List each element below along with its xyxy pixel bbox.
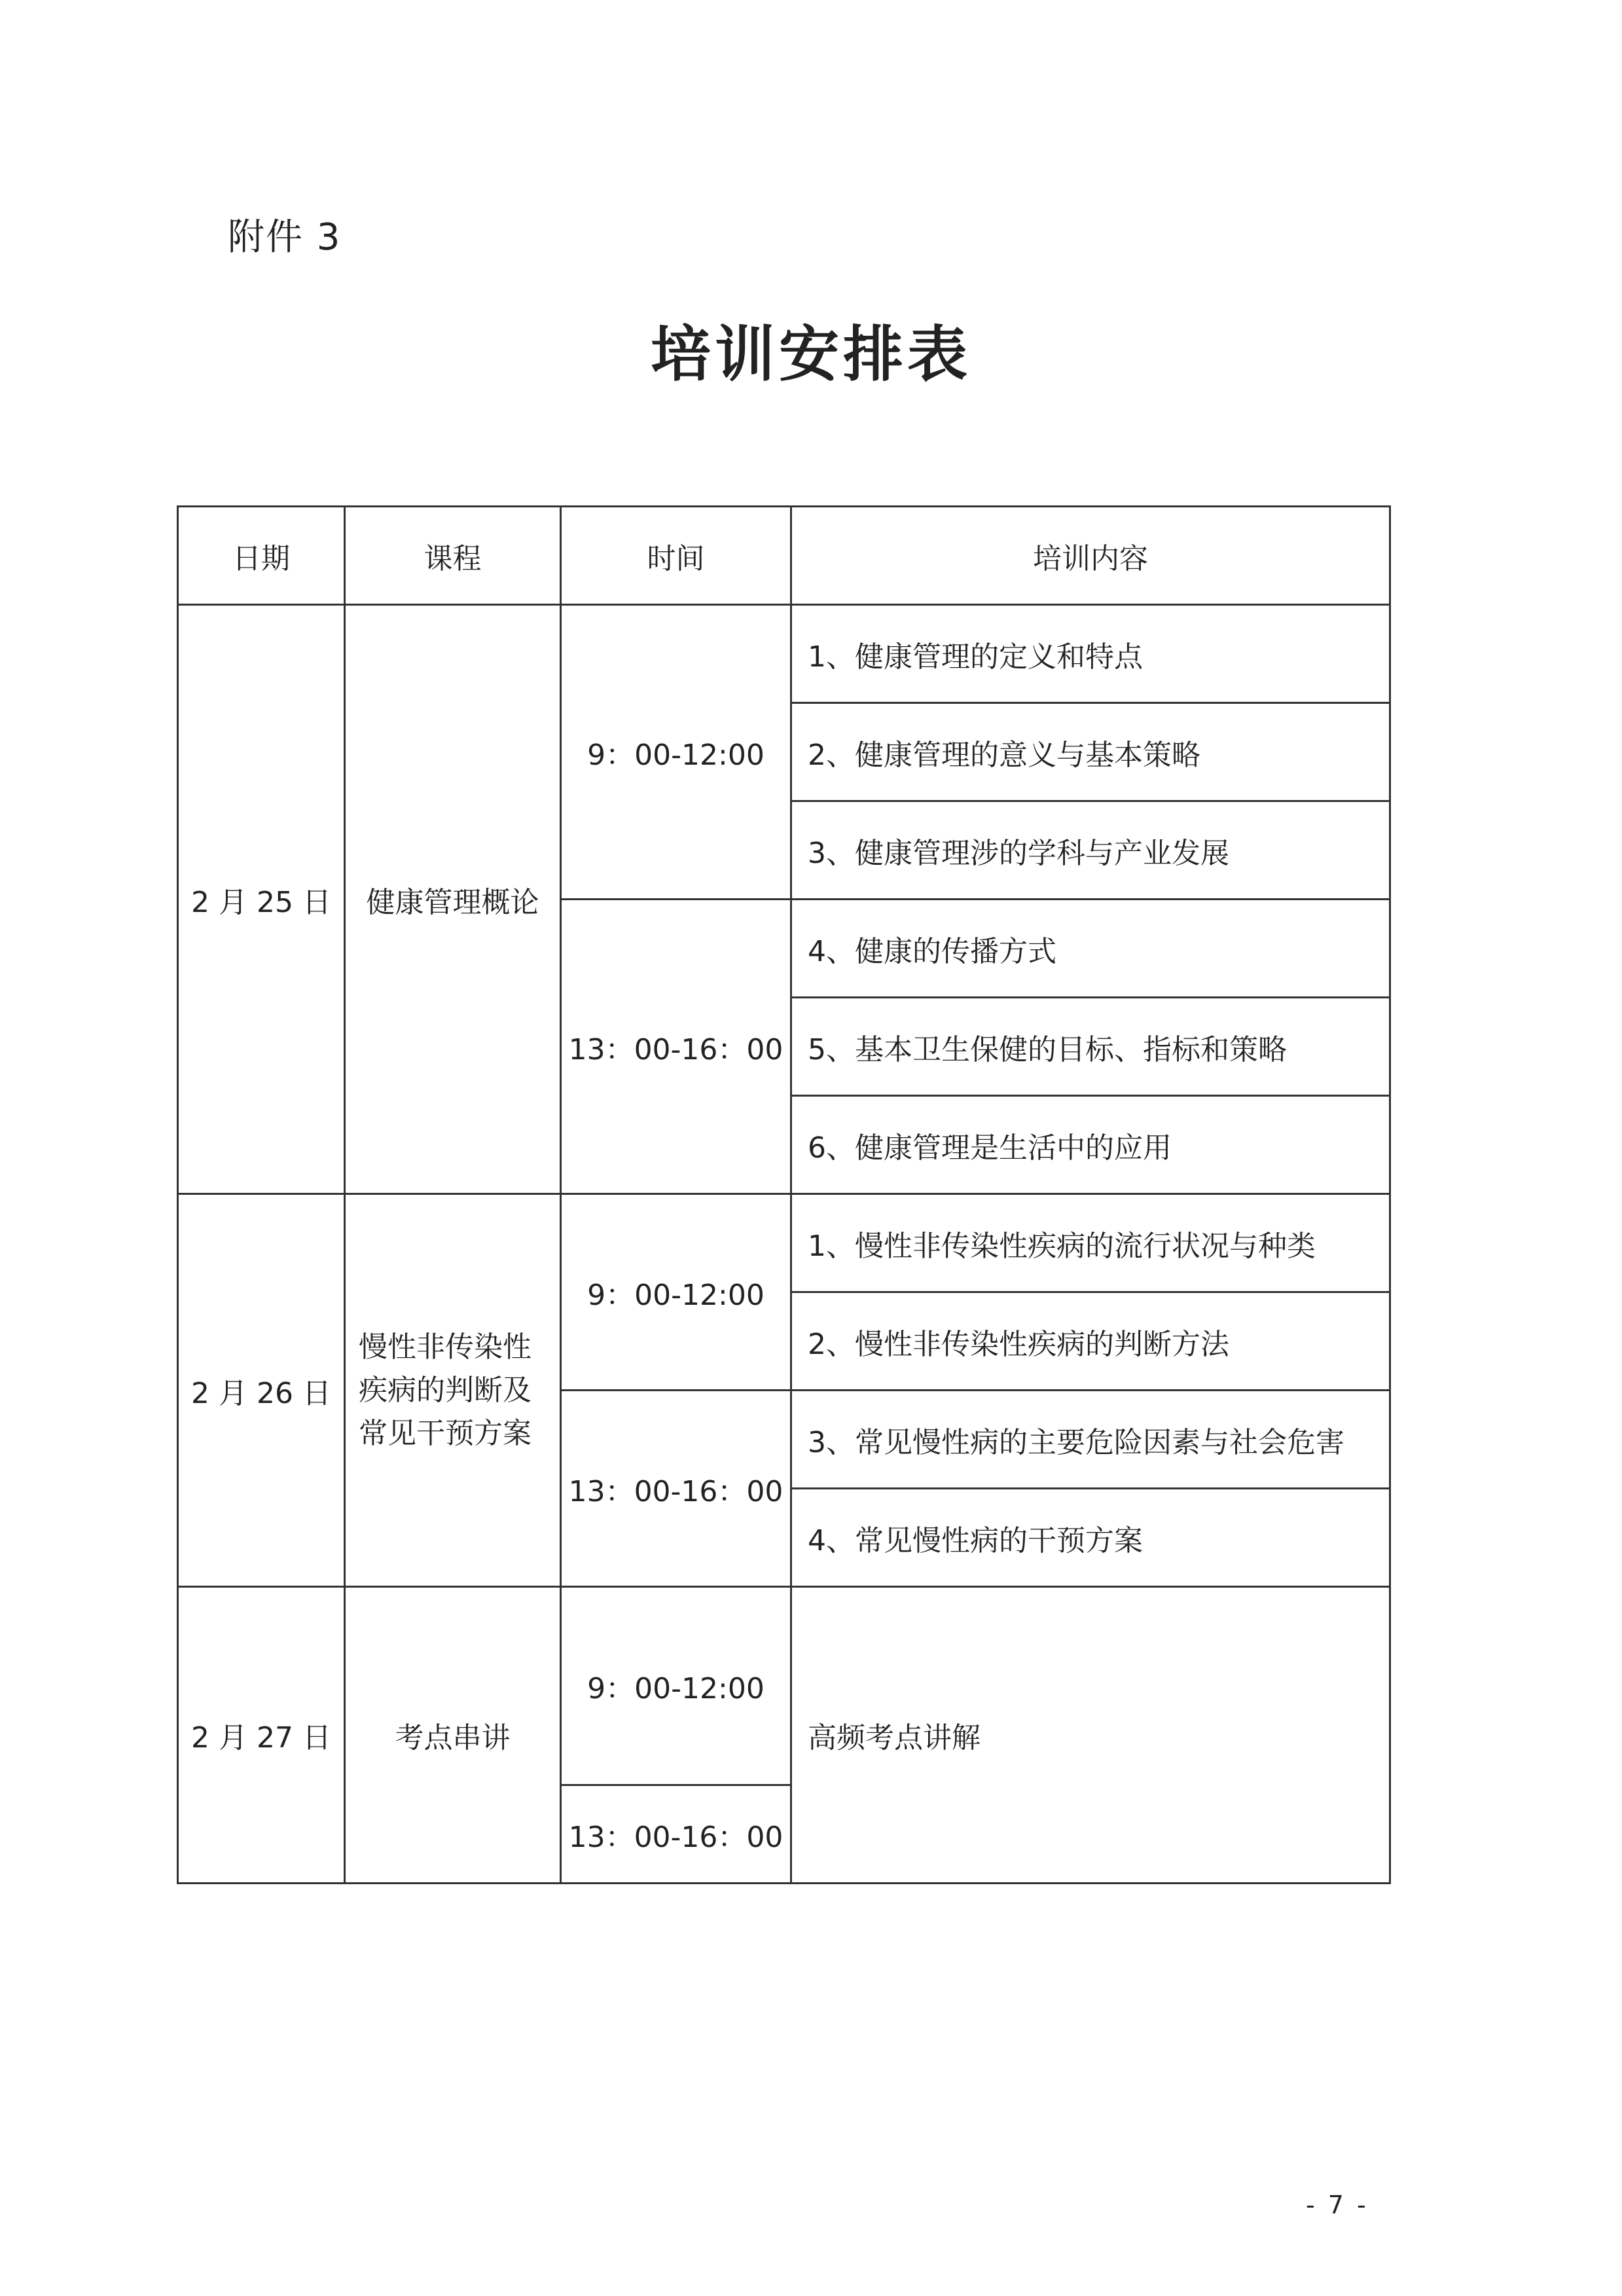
time-cell: 9：00-12:00 xyxy=(561,605,791,900)
content-cell: 2、慢性非传染性疾病的判断方法 xyxy=(791,1292,1390,1391)
header-date: 日期 xyxy=(178,507,345,605)
content-cell: 5、基本卫生保健的目标、指标和策略 xyxy=(791,998,1390,1096)
header-content: 培训内容 xyxy=(791,507,1390,605)
content-cell: 4、健康的传播方式 xyxy=(791,900,1390,998)
table-row xyxy=(178,1587,1390,1785)
header-course: 课程 xyxy=(345,507,561,605)
time-cell: 13：00-16：00 xyxy=(561,900,791,1194)
content-cell: 2、健康管理的意义与基本策略 xyxy=(791,703,1390,801)
content-cell: 高频考点讲解 xyxy=(791,1587,1390,1884)
course-cell: 考点串讲 xyxy=(345,1587,561,1884)
content-cell: 6、健康管理是生活中的应用 xyxy=(791,1096,1390,1194)
attachment-label: 附件 3 xyxy=(228,216,342,259)
training-schedule-table xyxy=(177,505,1391,1884)
table-row xyxy=(178,1194,1390,1292)
content-cell: 4、常见慢性病的干预方案 xyxy=(791,1489,1390,1587)
date-cell: 2 月 25 日 xyxy=(178,605,345,1194)
content-cell: 1、慢性非传染性疾病的流行状况与种类 xyxy=(791,1194,1390,1292)
course-cell: 慢性非传染性疾病的判断及常见干预方案 xyxy=(345,1194,561,1587)
date-cell: 2 月 27 日 xyxy=(178,1587,345,1884)
header-time: 时间 xyxy=(561,507,791,605)
time-cell: 9：00-12:00 xyxy=(561,1587,791,1785)
content-cell: 1、健康管理的定义和特点 xyxy=(791,605,1390,703)
content-cell: 3、常见慢性病的主要危险因素与社会危害 xyxy=(791,1391,1390,1489)
course-cell: 健康管理概论 xyxy=(345,605,561,1194)
time-cell: 13：00-16：00 xyxy=(561,1391,791,1587)
page-number: - 7 - xyxy=(1306,2191,1369,2219)
date-cell: 2 月 26 日 xyxy=(178,1194,345,1587)
table-row xyxy=(178,605,1390,703)
time-cell: 13：00-16：00 xyxy=(561,1785,791,1884)
table-header-row xyxy=(178,507,1390,605)
document-title: 培训安排表 xyxy=(650,319,971,390)
content-cell: 3、健康管理涉的学科与产业发展 xyxy=(791,801,1390,900)
time-cell: 9：00-12:00 xyxy=(561,1194,791,1391)
